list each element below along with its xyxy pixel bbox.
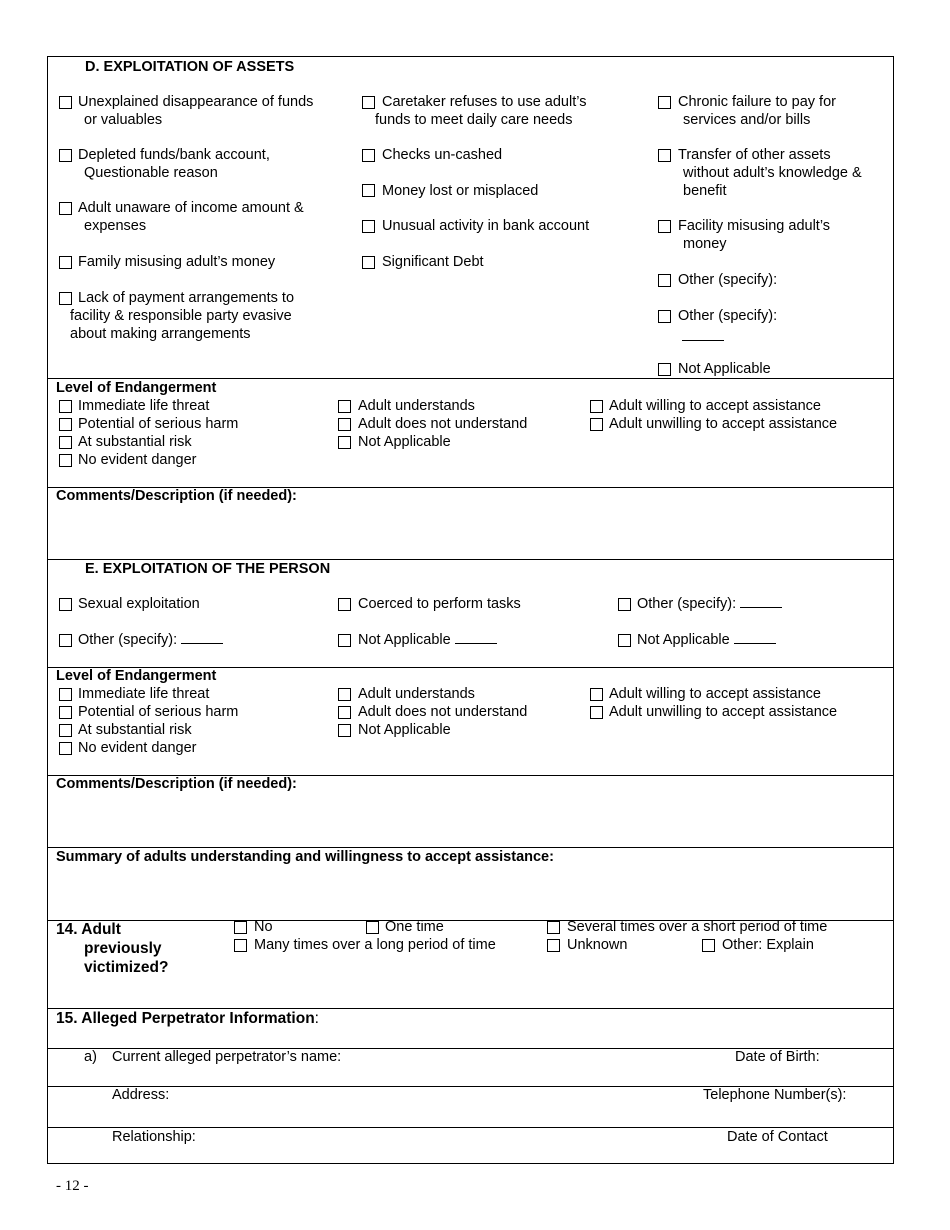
checkbox-victimized-many-long[interactable] — [234, 939, 247, 952]
option-label: Caretaker refuses to use adult’s — [382, 94, 587, 110]
checkbox-adult-understands[interactable] — [338, 688, 351, 701]
checkbox-e-not-applicable-1[interactable] — [338, 634, 351, 647]
option-label: Significant Debt — [382, 254, 484, 270]
checkbox-understanding-na[interactable] — [338, 724, 351, 737]
option-label: Potential of serious harm — [78, 704, 239, 720]
checkbox-adult-not-understand[interactable] — [338, 706, 351, 719]
option-label: Not Applicable — [358, 632, 451, 648]
option-label-with-blank — [358, 631, 497, 649]
checkbox-significant-debt[interactable] — [362, 256, 375, 269]
option-label: Depleted funds/bank account, — [78, 147, 270, 163]
option-label: No — [254, 919, 273, 935]
option-label: Unexplained disappearance of funds — [78, 94, 314, 110]
option-label: Adult unwilling to accept assistance — [609, 416, 838, 432]
checkbox-other-specify-1[interactable] — [658, 274, 671, 287]
option-label: Adult willing to accept assistance — [609, 398, 821, 414]
dob-label: Date of Birth: — [735, 1049, 820, 1065]
option-label: Unusual activity in bank account — [382, 218, 590, 234]
option-label: services and/or bills — [683, 112, 811, 128]
option-label: Checks un-cashed — [382, 147, 503, 163]
option-label: Not Applicable — [358, 722, 451, 738]
option-label: No evident danger — [78, 452, 197, 468]
option-label: Family misusing adult’s money — [78, 254, 276, 270]
page-number: - 12 - — [56, 1178, 89, 1194]
option-label: or valuables — [84, 112, 163, 128]
option-label: Other (specify): — [637, 596, 737, 612]
checkbox-checks-uncashed[interactable] — [362, 149, 375, 162]
checkbox-victimized-one-time[interactable] — [366, 921, 379, 934]
checkbox-victimized-several-short[interactable] — [547, 921, 560, 934]
option-label: Not Applicable — [678, 361, 771, 377]
checkbox-victimized-no[interactable] — [234, 921, 247, 934]
checkbox-e-other-specify-1[interactable] — [618, 598, 631, 611]
option-label: expenses — [84, 218, 147, 234]
checkbox-lack-of-payment[interactable] — [59, 292, 72, 305]
option-label: money — [683, 236, 727, 252]
item-marker: a) — [84, 1049, 97, 1065]
checkbox-facility-misusing[interactable] — [658, 220, 671, 233]
checkbox-unaware-income[interactable] — [59, 202, 72, 215]
checkbox-immediate-life-threat[interactable] — [59, 688, 72, 701]
option-label: Other (specify): — [678, 308, 778, 324]
date-of-contact-label: Date of Contact — [727, 1129, 828, 1145]
checkbox-substantial-risk[interactable] — [59, 436, 72, 449]
checkbox-victimized-other[interactable] — [702, 939, 715, 952]
option-label: Adult does not understand — [358, 416, 528, 432]
option-label: Adult willing to accept assistance — [609, 686, 821, 702]
checkbox-unexplained-disappearance[interactable] — [59, 96, 72, 109]
specify-blank[interactable] — [734, 631, 776, 644]
option-label: Adult unwilling to accept assistance — [609, 704, 838, 720]
checkbox-family-misusing[interactable] — [59, 256, 72, 269]
checkbox-unwilling-accept[interactable] — [590, 706, 603, 719]
endangerment-title: Level of Endangerment — [56, 380, 217, 396]
checkbox-willing-accept[interactable] — [590, 400, 603, 413]
other-specify-blank[interactable] — [682, 340, 724, 341]
checkbox-sexual-exploitation[interactable] — [59, 598, 72, 611]
option-label: Many times over a long period of time — [254, 937, 496, 953]
option-label: Unknown — [567, 937, 628, 953]
q15-label — [56, 1009, 319, 1029]
checkbox-potential-serious-harm[interactable] — [59, 418, 72, 431]
address-label: Address: — [112, 1087, 170, 1103]
checkbox-substantial-risk[interactable] — [59, 724, 72, 737]
checkbox-no-evident-danger[interactable] — [59, 742, 72, 755]
comments-label: Comments/Description (if needed): — [56, 776, 297, 792]
option-label: Adult understands — [358, 686, 475, 702]
endangerment-title: Level of Endangerment — [56, 668, 217, 684]
exploitation-form — [47, 56, 894, 1164]
comments-label: Comments/Description (if needed): — [56, 488, 297, 504]
option-label: Facility misusing adult’s — [678, 218, 831, 234]
checkbox-e-other-specify-2[interactable] — [59, 634, 72, 647]
option-label: Not Applicable — [637, 632, 730, 648]
checkbox-e-not-applicable-2[interactable] — [618, 634, 631, 647]
option-label: Questionable reason — [84, 165, 218, 181]
q15-colon: : — [314, 1010, 319, 1027]
option-label: Chronic failure to pay for — [678, 94, 836, 110]
checkbox-depleted-funds[interactable] — [59, 149, 72, 162]
checkbox-victimized-unknown[interactable] — [547, 939, 560, 952]
checkbox-not-applicable-d[interactable] — [658, 363, 671, 376]
checkbox-no-evident-danger[interactable] — [59, 454, 72, 467]
option-label: Sexual exploitation — [78, 596, 200, 612]
perpetrator-name-label: Current alleged perpetrator’s name: — [112, 1049, 342, 1065]
telephone-label: Telephone Number(s): — [703, 1087, 847, 1103]
option-label: Adult does not understand — [358, 704, 528, 720]
option-label: without adult’s knowledge & — [683, 165, 862, 181]
option-label: Adult unaware of income amount & — [78, 200, 304, 216]
option-label: Coerced to perform tasks — [358, 596, 521, 612]
option-label: No evident danger — [78, 740, 197, 756]
checkbox-adult-not-understand[interactable] — [338, 418, 351, 431]
checkbox-understanding-na[interactable] — [338, 436, 351, 449]
option-label: Adult understands — [358, 398, 475, 414]
option-label: Other: Explain — [722, 937, 814, 953]
checkbox-unusual-activity[interactable] — [362, 220, 375, 233]
q14-label-line1: 14. Adult — [56, 921, 121, 938]
option-label: At substantial risk — [78, 722, 192, 738]
q14-label-line2: previously — [84, 940, 162, 957]
option-label-with-blank — [637, 631, 776, 649]
checkbox-coerced-tasks[interactable] — [338, 598, 351, 611]
specify-blank[interactable] — [181, 631, 223, 644]
option-label: Potential of serious harm — [78, 416, 239, 432]
option-label: funds to meet daily care needs — [375, 112, 573, 128]
option-label: benefit — [683, 183, 727, 199]
summary-label: Summary of adults understanding and willingness to accept assistance: — [56, 849, 554, 865]
option-label: Lack of payment arrangements to — [78, 290, 295, 306]
checkbox-caretaker-refuses[interactable] — [362, 96, 375, 109]
option-label: Not Applicable — [358, 434, 451, 450]
specify-blank[interactable] — [455, 631, 497, 644]
specify-blank[interactable] — [740, 595, 782, 608]
checkbox-potential-serious-harm[interactable] — [59, 706, 72, 719]
checkbox-willing-accept[interactable] — [590, 688, 603, 701]
checkbox-chronic-failure[interactable] — [658, 96, 671, 109]
checkbox-adult-understands[interactable] — [338, 400, 351, 413]
option-label: At substantial risk — [78, 434, 192, 450]
q14-label-line3: victimized? — [84, 959, 169, 976]
q15-title: 15. Alleged Perpetrator Information — [56, 1010, 315, 1027]
option-label-with-blank — [637, 595, 782, 613]
option-label: Transfer of other assets — [678, 147, 831, 163]
option-label: facility & responsible party evasive — [70, 308, 292, 324]
option-label: Immediate life threat — [78, 686, 210, 702]
option-label: Money lost or misplaced — [382, 183, 539, 199]
checkbox-immediate-life-threat[interactable] — [59, 400, 72, 413]
option-label: Other (specify): — [678, 272, 778, 288]
checkbox-transfer-assets[interactable] — [658, 149, 671, 162]
checkbox-other-specify-2[interactable] — [658, 310, 671, 323]
checkbox-money-lost[interactable] — [362, 184, 375, 197]
option-label: about making arrangements — [70, 326, 251, 342]
option-label: Immediate life threat — [78, 398, 210, 414]
relationship-label: Relationship: — [112, 1129, 196, 1145]
checkbox-unwilling-accept[interactable] — [590, 418, 603, 431]
section-d-title: D. EXPLOITATION OF ASSETS — [85, 59, 295, 75]
option-label: Several times over a short period of time — [567, 919, 828, 935]
section-e-title: E. EXPLOITATION OF THE PERSON — [85, 561, 331, 577]
option-label: One time — [385, 919, 444, 935]
option-label-with-blank — [78, 631, 223, 649]
option-label: Other (specify): — [78, 632, 178, 648]
